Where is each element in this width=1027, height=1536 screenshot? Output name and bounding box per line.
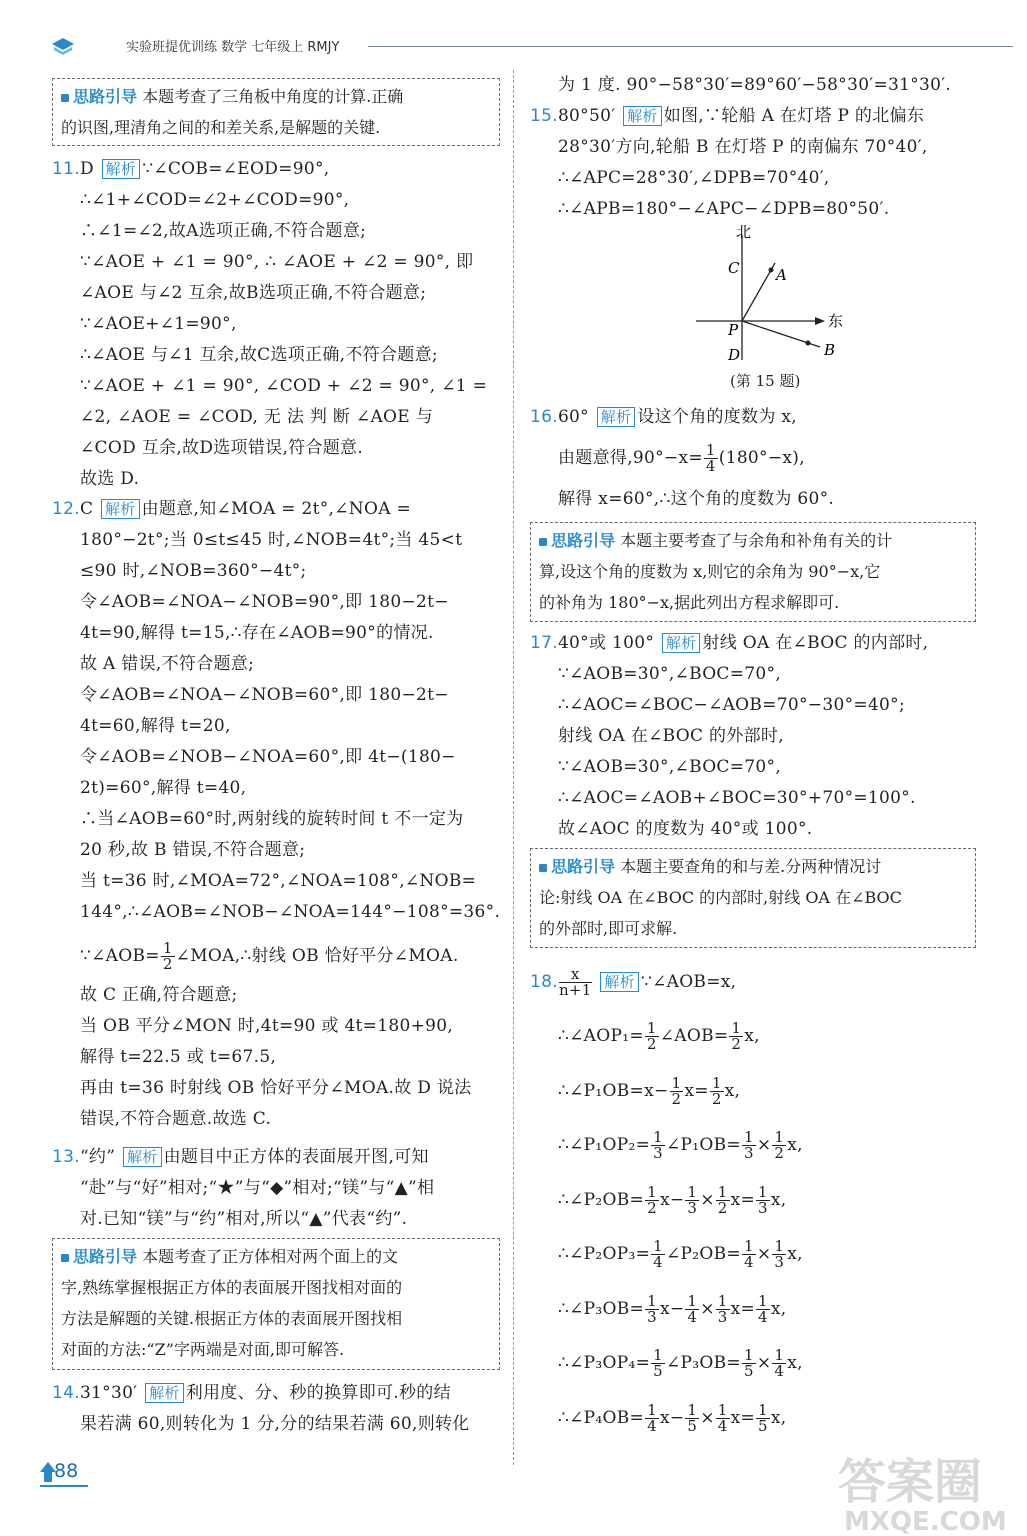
denominator: 4 [705, 457, 716, 475]
fraction [742, 1348, 756, 1379]
text-line: ∵∠AOB=30°,∠BOC=70°, [558, 664, 782, 684]
page-header [38, 34, 983, 60]
tip-text: 的外部时,即可求解. [539, 919, 678, 938]
analysis-tag: 解析 [600, 972, 639, 992]
tip-text: 论:射线 OA 在∠BOC 的内部时,射线 OA 在∠BOC [539, 888, 902, 907]
fraction [704, 443, 718, 474]
text-line: 令∠AOB=∠NOB−∠NOA=60°,即 4t−(180− [80, 747, 456, 767]
denominator: n+1 [558, 981, 592, 999]
label-P: P [728, 321, 739, 339]
question-number: 15. [530, 106, 558, 126]
answer: C [79, 499, 94, 519]
denominator: 4 [717, 1416, 728, 1435]
answer: “约” [79, 1147, 116, 1167]
label-D: D [728, 346, 741, 364]
tip-box-4 [530, 848, 976, 948]
analysis-tag: 解析 [597, 407, 636, 427]
line-text: 利用度、分、秒的换算即可.秒的结 [185, 1383, 451, 1403]
question-head [52, 1142, 429, 1173]
numerator: 1 [743, 1237, 754, 1255]
fraction [710, 1073, 724, 1108]
text-line: 故选 D. [80, 469, 140, 489]
column-divider [513, 70, 514, 1465]
text-line: ∴当∠AOB=60°时,两射线的旋转时间 t 不一定为 [80, 809, 464, 829]
analysis-tag: 解析 [145, 1383, 184, 1403]
text-line: 错误,不符合题意.故选 C. [80, 1109, 272, 1129]
denominator: 4 [743, 1253, 754, 1271]
fraction [685, 1400, 699, 1435]
denominator: 2 [731, 1035, 742, 1053]
label-C: C [728, 259, 740, 277]
label-B: B [824, 341, 836, 359]
denominator: 4 [687, 1307, 698, 1326]
text-line: ∴∠AOC=∠AOB+∠BOC=30°+70°=100°. [558, 788, 916, 808]
tip-label: 思路引导 [539, 857, 615, 876]
text-line: ∴∠1+∠COD=∠2+∠COD=90°, [80, 190, 350, 210]
numerator: 1 [687, 1291, 698, 1310]
text-line: ∵∠AOE+∠1=90°, [80, 314, 237, 334]
text-line: 144°,∴∠AOB=∠NOB−∠NOA=144°−108°=36°. [80, 902, 501, 922]
analysis-tag: 解析 [102, 159, 141, 179]
label-east: 东 [828, 312, 844, 330]
tip-label: 思路引导 [539, 531, 615, 550]
fraction [716, 1400, 730, 1435]
line-text: 由题目中正方体的表面展开图,可知 [163, 1147, 429, 1167]
tip-box-1 [52, 78, 500, 146]
text-line: 再由 t=36 时射线 OB 恰好平分∠MOA.故 D 说法 [80, 1078, 472, 1098]
text-line: ∴∠APC=28°30′,∠DPB=70°40′, [558, 168, 830, 188]
denominator: 4 [647, 1416, 657, 1435]
numerator: 1 [717, 1400, 728, 1419]
tip-text: 本题主要查角的和与差.分两种情况讨 [620, 857, 882, 876]
numerator: 1 [671, 1073, 682, 1092]
fraction [756, 1400, 770, 1435]
text-line: 解得 t=22.5 或 t=67.5, [80, 1047, 277, 1067]
question-head [52, 1378, 451, 1409]
question-number: 11. [52, 159, 80, 179]
question-head [530, 962, 736, 1002]
question-head [52, 154, 329, 185]
equation-line: ∴∠AOP₁= $\frac{1}{2}$ ∠AOB= $\frac{1}{2}$ x, [558, 1019, 760, 1053]
numerator: 1 [646, 1019, 657, 1037]
denominator: 3 [647, 1307, 657, 1326]
text-line: 故 A 错误,不符合题意; [80, 654, 255, 674]
fraction [772, 1348, 786, 1379]
text-line: 令∠AOB=∠NOA−∠NOB=90°,即 180−2t− [80, 592, 449, 612]
denominator: 3 [758, 1198, 768, 1217]
answer: 40°或 100° [557, 633, 655, 653]
fraction [756, 1182, 770, 1217]
text-line: ∵∠AOE + ∠1 = 90°, ∴ ∠AOE + ∠2 = 90°, 即 [80, 252, 474, 272]
text-line: 对.已知“镁”与“约”相对,所以“▲”代表“约”. [80, 1209, 408, 1229]
text-line: ∴∠APB=180°−∠APC−∠DPB=80°50′. [558, 199, 890, 219]
text-line: 当 t=36 时,∠MOA=72°,∠NOA=108°,∠NOB= [80, 871, 477, 891]
label-A: A [776, 266, 787, 284]
line-text: 如图,∵轮船 A 在灯塔 P 的北偏东 [663, 106, 925, 126]
question-number: 13. [52, 1147, 80, 1167]
numerator: 1 [774, 1346, 785, 1364]
fraction [716, 1291, 730, 1326]
watermark-text: 答案圈 [838, 1454, 983, 1510]
tip-text: 算,设这个角的度数为 x,则它的余角为 90°−x,它 [539, 562, 881, 581]
tip-text: 字,熟练掌握根据正方体的表面展开图找相对面的 [61, 1278, 403, 1297]
text-line: ≤90 时,∠NOB=360°−4t°; [80, 561, 307, 581]
answer: D [79, 159, 94, 179]
text-line: 2t)=60°,解得 t=40, [80, 778, 247, 798]
text-line: “赴”与“好”相对;“★”与“◆”相对;“镁”与“▲”相 [80, 1178, 435, 1198]
text-line: 4t=60,解得 t=20, [80, 716, 231, 736]
denominator: 3 [653, 1144, 663, 1162]
answer: 31°30′ [79, 1383, 138, 1403]
text-line: ∴∠AOC=∠BOC−∠AOB=70°−30°=40°; [558, 695, 905, 715]
numerator: 1 [743, 1346, 754, 1364]
denominator: 4 [653, 1253, 663, 1271]
denominator: 2 [717, 1198, 728, 1217]
equation-line: ∴∠P₂OP₃= $\frac{1}{4}$ ∠P₂OB= $\frac{1}{4}$ × $\frac{1}{3}$ x, [558, 1237, 803, 1271]
figure-caption: (第 15 题) [730, 372, 801, 390]
text-line: 故∠AOC 的度数为 40°或 100°. [558, 819, 813, 839]
denominator: 2 [711, 1089, 722, 1108]
numerator: 1 [705, 441, 716, 459]
numerator: 1 [717, 1291, 728, 1310]
fraction [645, 1400, 659, 1435]
numerator: 1 [687, 1182, 698, 1201]
denominator: 2 [647, 1198, 657, 1217]
half-line: ∵∠AOB= $\frac{1}{2}$ ∠MOA,∴射线 OB 恰好平分∠MOA. [80, 939, 459, 973]
fraction [729, 1021, 743, 1052]
denominator: 2 [774, 1144, 785, 1162]
text-line: ∠AOE 与∠2 互余,故B选项正确,不符合题意; [80, 283, 427, 303]
tip-text: 本题主要考查了与余角和补角有关的计 [620, 531, 893, 550]
denominator: 4 [758, 1307, 768, 1326]
numerator: 1 [647, 1291, 657, 1310]
numerator: 1 [687, 1400, 698, 1419]
fraction [772, 1239, 786, 1270]
denominator: 2 [671, 1089, 682, 1108]
tip-label: 思路引导 [61, 87, 137, 106]
analysis-tag: 解析 [123, 1147, 162, 1167]
line-text: ∵∠COB=∠EOD=90°, [142, 159, 330, 179]
tip-text: 本题考查了正方体相对两个面上的文 [142, 1247, 399, 1266]
fraction [161, 941, 175, 972]
analysis-tag: 解析 [662, 633, 701, 653]
text-line: 当 OB 平分∠MON 时,4t=90 或 4t=180+90, [80, 1016, 454, 1036]
answer: 60° [557, 407, 589, 427]
answer: 80°50′ [557, 106, 616, 126]
text-line: 180°−2t°;当 0≤t≤45 时,∠NOB=4t°;当 45<t [80, 530, 463, 550]
text-line: ∵∠AOB=30°,∠BOC=70°, [558, 757, 782, 777]
denominator: 3 [774, 1253, 785, 1271]
tip-text: 方法是解题的关键.根据正方体的表面展开图找相 [61, 1309, 403, 1328]
question-number: 16. [530, 407, 558, 427]
fraction [756, 1291, 770, 1326]
numerator: 1 [653, 1346, 663, 1364]
tip-text: 对面的方法:“Z”字两端是对面,即可解答. [61, 1340, 345, 1359]
fraction [559, 967, 592, 998]
equation-line: ∴∠P₄OB= $\frac{1}{4}$ x− $\frac{1}{5}$ × $\frac{1}{4}$ x= $\frac{1}{5}$ x, [558, 1400, 787, 1435]
fraction [651, 1130, 665, 1161]
denominator: 3 [717, 1307, 728, 1326]
denominator: 5 [743, 1362, 754, 1380]
denominator: 4 [774, 1362, 785, 1380]
question-number: 17. [530, 633, 558, 653]
numerator: 1 [647, 1400, 657, 1419]
denominator: 3 [687, 1198, 698, 1217]
text-line: 20 秒,故 B 错误,不符合题意; [80, 840, 306, 860]
fraction [645, 1291, 659, 1326]
analysis-tag: 解析 [623, 106, 662, 126]
page-number [40, 1458, 90, 1488]
tip-label: 思路引导 [61, 1247, 137, 1266]
tip-box-2 [52, 1238, 500, 1370]
line-text: ∵∠AOB=x, [640, 972, 737, 992]
numerator: 1 [653, 1128, 663, 1146]
text-line: 果若满 60,则转化为 1 分,分的结果若满 60,则转化 [80, 1414, 470, 1434]
label-north: 北 [736, 225, 752, 241]
denominator: 5 [653, 1362, 663, 1380]
equation-line: 由题意得,90°−x= $\frac{1}{4}$ (180°−x), [558, 441, 805, 475]
equation-line: ∴∠P₁OB=x− $\frac{1}{2}$ x= $\frac{1}{2}$ x, [558, 1073, 741, 1108]
equation-line: ∴∠P₂OB= $\frac{1}{2}$ x− $\frac{1}{3}$ × $\frac{1}{2}$ x= $\frac{1}{3}$ x, [558, 1182, 787, 1217]
watermark-url: MXQE.COM [844, 1507, 1007, 1535]
numerator: 1 [758, 1400, 768, 1419]
text-line: 令∠AOB=∠NOA−∠NOB=60°,即 180−2t− [80, 685, 449, 705]
numerator: 1 [647, 1182, 657, 1201]
fraction [685, 1291, 699, 1326]
numerator: 1 [653, 1237, 663, 1255]
fraction [651, 1239, 665, 1270]
tip-box-3 [530, 522, 976, 622]
question-head [530, 628, 928, 659]
question-head [530, 101, 924, 132]
watermark-logo [830, 1440, 1020, 1535]
line-text: 射线 OA 在∠BOC 的内部时, [702, 633, 929, 653]
fraction [651, 1348, 665, 1379]
denominator: 2 [646, 1035, 657, 1053]
fraction [716, 1182, 730, 1217]
question-number: 14. [52, 1383, 80, 1403]
text-line: ∵∠AOE + ∠1 = 90°, ∠COD + ∠2 = 90°, ∠1 = [80, 376, 488, 396]
numerator: x [559, 967, 592, 983]
fraction [685, 1182, 699, 1217]
numerator: 1 [162, 939, 173, 957]
fraction [742, 1239, 756, 1270]
page-number-text: 88 [54, 1460, 79, 1482]
numerator: 1 [774, 1128, 785, 1146]
numerator: 1 [774, 1237, 785, 1255]
line-text: 由题意,知∠MOA = 2t°,∠NOA = [141, 499, 412, 519]
denominator: 2 [162, 955, 173, 973]
question-number: 12. [52, 499, 80, 519]
header-title: 实验班提优训练 数学 七年级上 RMJY [126, 40, 340, 55]
equation-line: ∴∠P₃OB= $\frac{1}{3}$ x− $\frac{1}{4}$ × $\frac{1}{3}$ x= $\frac{1}{4}$ x, [558, 1291, 787, 1326]
text-line: 射线 OA 在∠BOC 的外部时, [558, 726, 784, 746]
denominator: 3 [743, 1144, 754, 1162]
question-number: 18. [530, 972, 558, 992]
numerator: 1 [758, 1182, 768, 1201]
question-head [52, 494, 411, 525]
analysis-tag: 解析 [101, 499, 140, 519]
fraction [645, 1182, 659, 1217]
fraction [670, 1073, 684, 1108]
tip-text: 的识图,理清角之间的和差关系,是解题的关键. [61, 118, 381, 137]
numerator: 1 [731, 1019, 742, 1037]
fraction [772, 1130, 786, 1161]
equation-line: ∴∠P₁OP₂= $\frac{1}{3}$ ∠P₁OB= $\frac{1}{3}$ × $\frac{1}{2}$ x, [558, 1128, 803, 1162]
text-line: 故 C 正确,符合题意; [80, 985, 238, 1005]
tip-text: 本题考查了三角板中角度的计算.正确 [142, 87, 404, 106]
book-logo-icon [50, 36, 76, 56]
text-line: ∠COD 互余,故D选项错误,符合题意. [80, 438, 364, 458]
header-rule [368, 46, 1013, 47]
numerator: 1 [717, 1182, 728, 1201]
fraction [742, 1130, 756, 1161]
text-line: 28°30′方向,轮船 B 在灯塔 P 的南偏东 70°40′, [558, 137, 928, 157]
question-head [530, 402, 797, 433]
equation-line: ∴∠P₃OP₄= $\frac{1}{5}$ ∠P₃OB= $\frac{1}{5}$ × $\frac{1}{4}$ x, [558, 1346, 803, 1380]
text-line: ∴∠1=∠2,故A选项正确,不符合题意; [80, 221, 367, 241]
text-line: 解得 x=60°,∴这个角的度数为 60°. [558, 489, 835, 509]
denominator: 5 [687, 1416, 698, 1435]
q14-continued: 为 1 度. 90°−58°30′=89°60′−58°30′=31°30′. [558, 75, 952, 95]
numerator: 1 [743, 1128, 754, 1146]
numerator: 1 [758, 1291, 768, 1310]
text-line: 4t=90,解得 t=15,∴存在∠AOB=90°的情况. [80, 623, 434, 643]
tip-text: 的补角为 180°−x,据此列出方程求解即可. [539, 593, 840, 612]
text-line: ∴∠AOE 与∠1 互余,故C选项正确,不符合题意; [80, 345, 438, 365]
line-text: 设这个角的度数为 x, [637, 407, 798, 427]
fraction [645, 1021, 659, 1052]
text-line: ∠2, ∠AOE = ∠COD, 无 法 判 断 ∠AOE 与 [80, 407, 433, 427]
numerator: 1 [711, 1073, 722, 1092]
denominator: 5 [758, 1416, 768, 1435]
